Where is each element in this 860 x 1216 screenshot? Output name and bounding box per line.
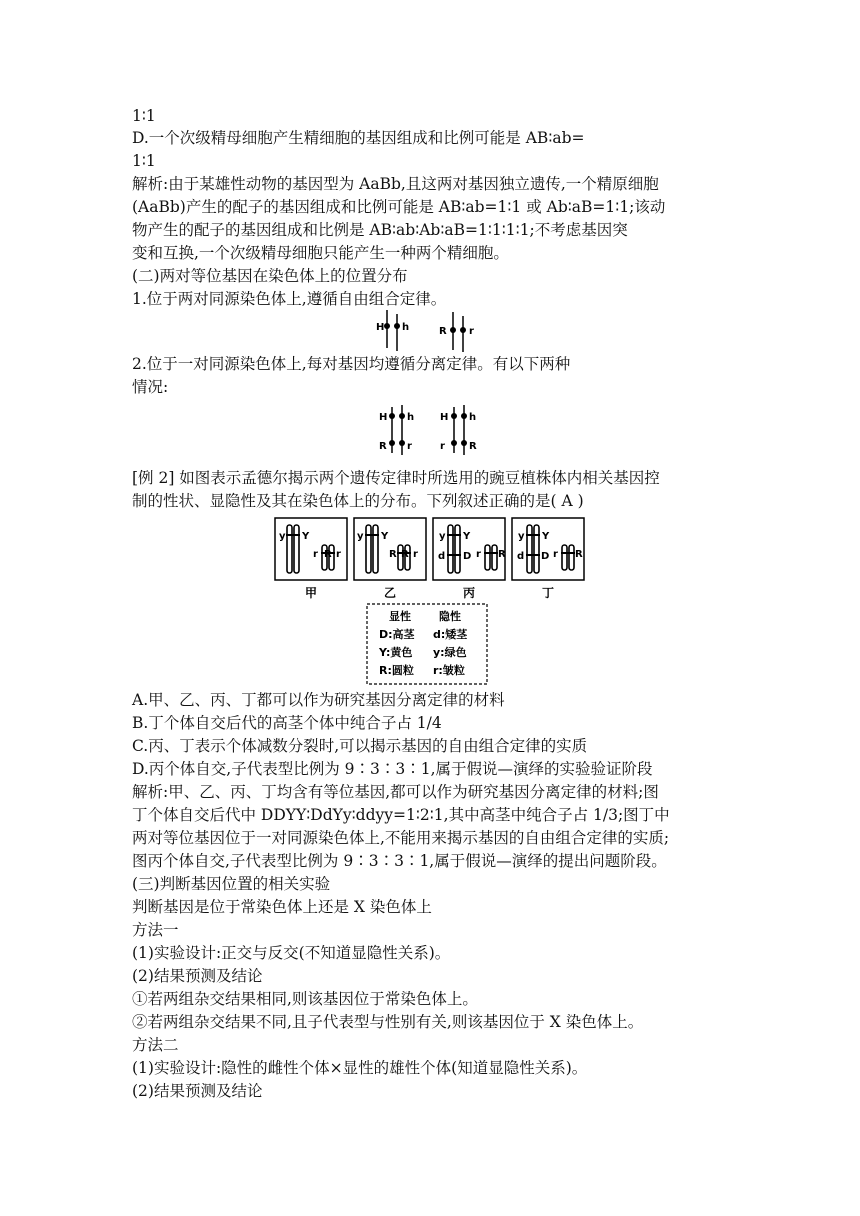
panel-bing: [433, 518, 506, 600]
gene-label: d: [517, 551, 525, 562]
gene-label: y: [279, 531, 286, 542]
gene-label: r: [413, 549, 418, 560]
gene-label: D: [463, 551, 472, 562]
analysis-text: 两对等位基因位于一对同源染色体上,不能用来揭示基因的自由组合定律的实质;: [132, 829, 670, 847]
panel-ding: [512, 518, 584, 600]
figure-pea-genotypes: [272, 515, 592, 687]
gene-label: h: [469, 412, 477, 423]
gene-locus: [451, 440, 457, 446]
gene-locus: [460, 327, 466, 333]
gene-label: R: [439, 326, 447, 337]
gene-label: R: [389, 549, 397, 560]
gene-label: h: [402, 322, 410, 333]
chromosome: [287, 525, 292, 573]
option-c: C.丙、丁表示个体减数分裂时,可以揭示基因的自由组合定律的实质: [132, 737, 588, 755]
text-line: ②若两组杂交结果不同,且子代表型与性别有关,则该基因位于 X 染色体上。: [132, 1013, 644, 1031]
legend-entry: r:皱粒: [433, 664, 465, 677]
gene-label: r: [440, 441, 445, 452]
gene-label: r: [469, 326, 474, 337]
gene-label: y: [439, 531, 446, 542]
text-line: 1∶1: [132, 107, 156, 125]
gene-locus: [399, 413, 405, 419]
section-heading: (二)两对等位基因在染色体上的位置分布: [132, 267, 408, 285]
analysis-text: 图丙个体自交,子代表型比例为 9∶3∶3∶1,属于假说—演绎的提出问题阶段。: [132, 852, 667, 870]
panel-caption: 丁: [542, 586, 555, 600]
gene-label: Y: [542, 531, 550, 542]
gene-label: Y: [302, 531, 310, 542]
text-line: 判断基因是位于常染色体上还是 X 染色体上: [132, 898, 432, 916]
text-line: (2)结果预测及结论: [132, 1082, 263, 1100]
legend-entry: R:圆粒: [379, 664, 414, 677]
gene-locus: [389, 440, 395, 446]
chromosome: [294, 525, 299, 573]
legend-header: 显性: [389, 610, 411, 623]
figure-two-pairs-chromosomes: [375, 308, 495, 353]
section-heading: (三)判断基因位置的相关实验: [132, 875, 331, 893]
chromosome: [569, 545, 574, 570]
gene-label: r: [553, 549, 558, 560]
text-line: 1∶1: [132, 152, 156, 170]
gene-label: r: [476, 549, 481, 560]
analysis-text: 丁个体自交后代中 DDYY∶DdYy∶ddyy=1∶2∶1,其中高茎中纯合子占 1/3;图丁中: [132, 806, 670, 824]
gene-locus: [461, 413, 467, 419]
gene-label: y: [357, 531, 364, 542]
legend-header: 隐性: [439, 610, 461, 623]
gene-locus: [394, 323, 400, 329]
analysis-text: (AaBb)产生的配子的基因组成和比例可能是 AB∶ab=1∶1 或 Ab∶aB=1∶1;该动: [132, 198, 666, 216]
gene-label: d: [438, 551, 446, 562]
gene-label: R: [575, 549, 583, 560]
gene-locus: [451, 413, 457, 419]
gene-label: y: [518, 531, 525, 542]
gene-label: H: [379, 412, 388, 423]
panel-jia: [275, 518, 347, 600]
gene-label: Y: [381, 531, 389, 542]
chromosome: [485, 545, 490, 570]
text-line: ①若两组杂交结果相同,则该基因位于常染色体上。: [132, 990, 478, 1008]
panel-caption: 丙: [463, 586, 476, 600]
panel-caption: 乙: [384, 586, 397, 600]
gene-label: R: [469, 441, 477, 452]
legend-entry: Y:黄色: [379, 646, 413, 659]
gene-label: R: [324, 549, 332, 560]
method-heading: 方法一: [132, 921, 179, 939]
chromosome: [527, 525, 532, 573]
method-heading: 方法二: [132, 1036, 179, 1054]
option-d: D.丙个体自交,子代表型比例为 9∶3∶3∶1,属于假说—演绎的实验验证阶段: [132, 760, 653, 778]
legend-entry: D:高茎: [379, 628, 415, 641]
text-line: 情况:: [132, 378, 169, 396]
gene-label: R: [498, 549, 506, 560]
panel-yi: [354, 518, 426, 600]
analysis-text: 解析:由于某雄性动物的基因型为 AaBb,且这两对基因独立遗传,一个精原细胞: [132, 175, 659, 193]
gene-label: h: [407, 412, 415, 423]
chromosome: [373, 525, 378, 573]
text-line: (1)实验设计:正交与反交(不知道显隐性关系)。: [132, 944, 451, 962]
legend-entry: y:绿色: [433, 646, 467, 659]
gene-locus: [389, 413, 395, 419]
gene-label: H: [376, 322, 385, 333]
example-question: 制的性状、显隐性及其在染色体上的分布。下列叙述正确的是( A ): [132, 492, 584, 510]
gene-locus: [461, 440, 467, 446]
option-b: B.丁个体自交后代的高茎个体中纯合子占 1/4: [132, 714, 442, 732]
gene-label: r: [407, 441, 412, 452]
chromosome: [562, 545, 567, 570]
option-d-text: D.一个次级精母细胞产生精细胞的基因组成和比例可能是 AB∶ab=: [132, 129, 585, 147]
gene-label: Y: [463, 531, 471, 542]
text-line: 2.位于一对同源染色体上,每对基因均遵循分离定律。有以下两种: [132, 355, 571, 373]
chromosome: [366, 525, 371, 573]
gene-locus: [450, 327, 456, 333]
gene-label: R: [401, 549, 409, 560]
gene-locus: [399, 440, 405, 446]
chromosome: [534, 525, 539, 573]
analysis-text: 变和互换,一个次级精母细胞只能产生一种两个精细胞。: [132, 244, 509, 262]
chromosome: [492, 545, 497, 570]
legend-entry: d:矮茎: [433, 628, 468, 641]
gene-label: r: [313, 549, 318, 560]
example-question: [例 2] 如图表示孟德尔揭示两个遗传定律时所选用的豌豆植株体内相关基因控: [132, 469, 660, 487]
gene-locus: [384, 323, 390, 329]
panel-caption: 甲: [305, 586, 318, 600]
text-line: (2)结果预测及结论: [132, 967, 263, 985]
figure-one-pair-chromosomes: [375, 403, 495, 458]
gene-label: H: [440, 412, 449, 423]
legend-box: [367, 604, 487, 684]
analysis-text: 解析:甲、乙、丙、丁均含有等位基因,都可以作为研究基因分离定律的材料;图: [132, 783, 659, 801]
chromosome: [448, 525, 453, 573]
gene-label: D: [541, 551, 550, 562]
gene-label: R: [379, 441, 387, 452]
text-line: (1)实验设计:隐性的雌性个体×显性的雄性个体(知道显隐性关系)。: [132, 1059, 588, 1077]
gene-label: r: [336, 549, 341, 560]
analysis-text: 物产生的配子的基因组成和比例是 AB∶ab∶Ab∶aB=1∶1∶1∶1;不考虑基因突: [132, 221, 628, 239]
chromosome: [455, 525, 460, 573]
option-a: A.甲、乙、丙、丁都可以作为研究基因分离定律的材料: [132, 691, 505, 709]
text-line: 1.位于两对同源染色体上,遵循自由组合定律。: [132, 290, 447, 308]
